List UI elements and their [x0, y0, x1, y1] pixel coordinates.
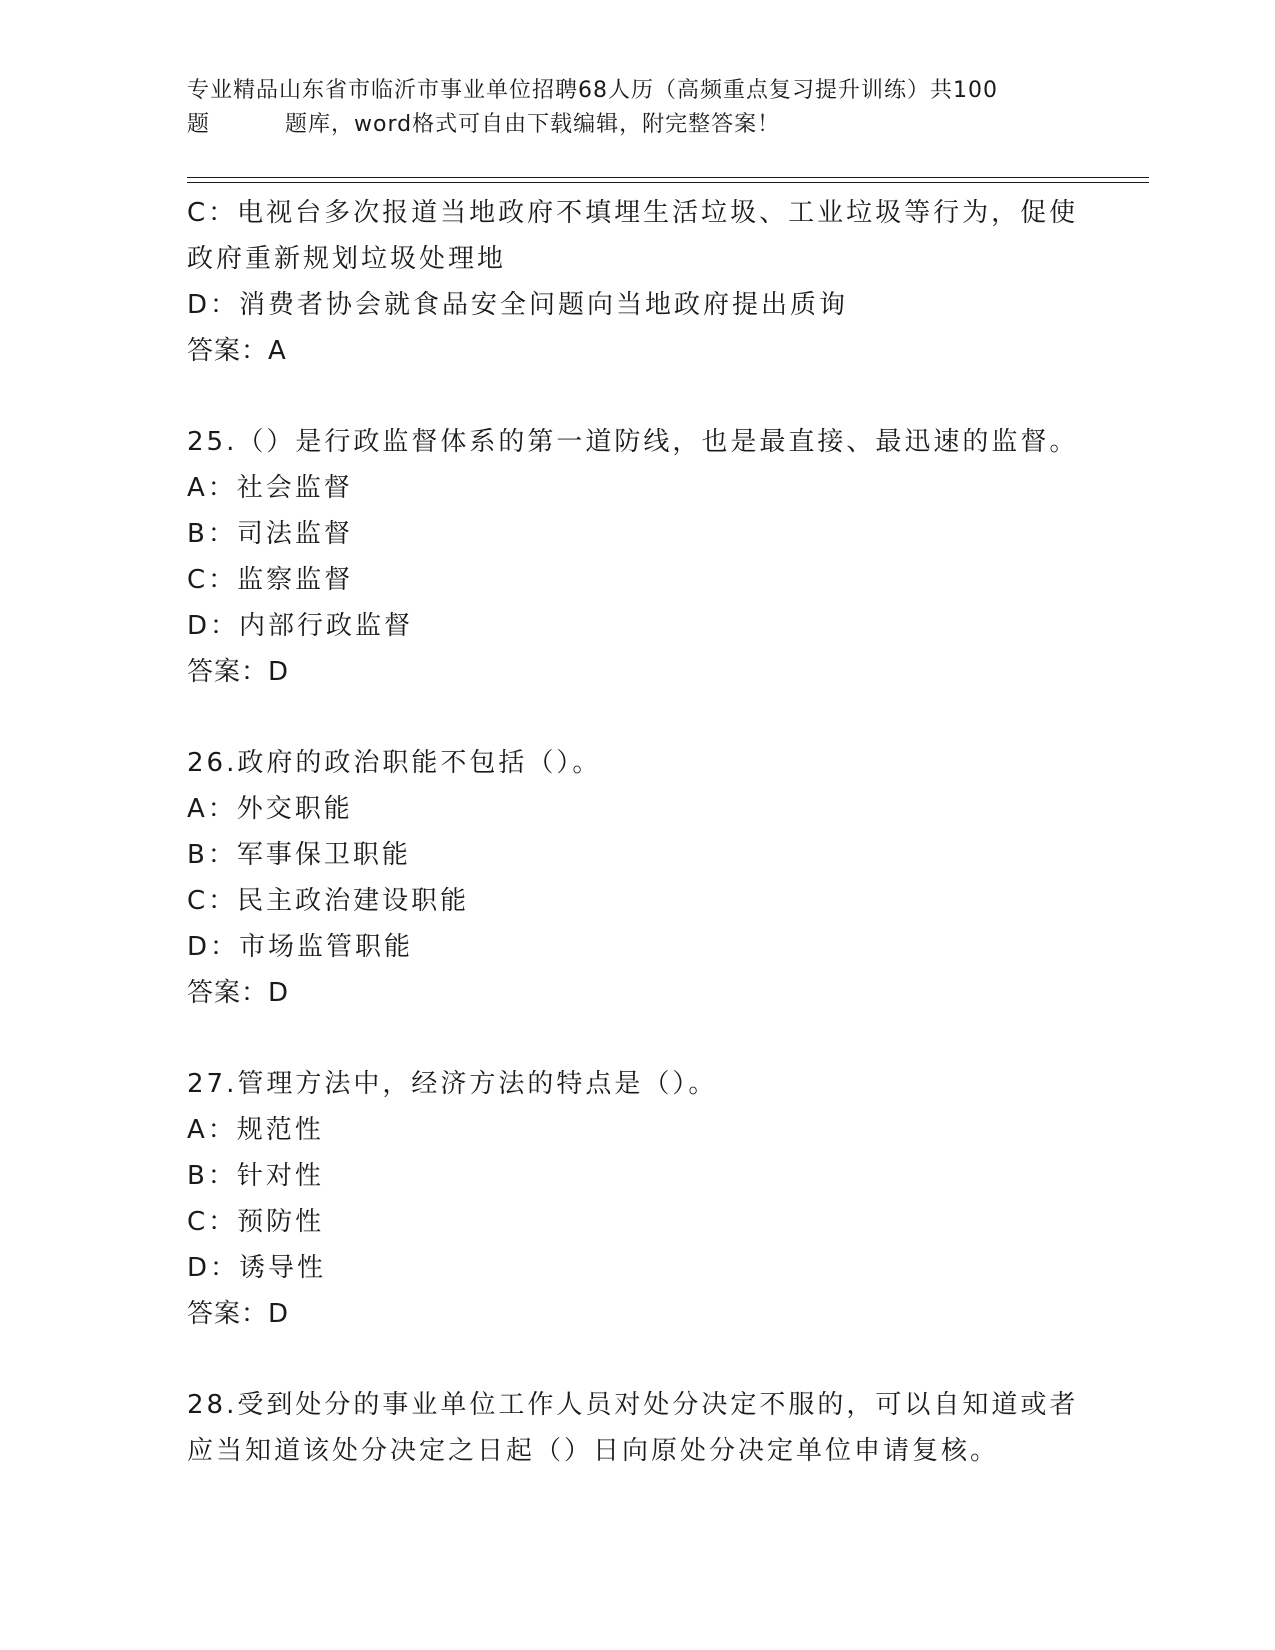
header-title-line2 — [187, 108, 1087, 142]
header-title-line2-lead: 题 — [187, 112, 211, 137]
option-a: A：外交职能 — [187, 794, 353, 824]
spacer — [187, 695, 1087, 740]
question-stem-continued: 应当知道该处分决定之日起（）日向原处分决定单位申请复核。 — [187, 1436, 1000, 1466]
option-d: D：消费者协会就食品安全问题向当地政府提出质询 — [187, 290, 849, 320]
option-a: A：社会监督 — [187, 473, 353, 503]
question-stem: 26.政府的政治职能不包括（）。 — [187, 748, 602, 778]
option-d: D：市场监管职能 — [187, 932, 414, 962]
question-block-28 — [187, 1382, 1087, 1474]
answer-line: 答案：D — [187, 657, 290, 687]
header-title-line1: 专业精品山东省市临沂市事业单位招聘68人历（高频重点复习提升训练）共100 — [187, 78, 998, 103]
question-stem: 27.管理方法中，经济方法的特点是（）。 — [187, 1069, 718, 1099]
document-header — [187, 74, 1087, 142]
option-d: D：内部行政监督 — [187, 611, 414, 641]
answer-line: 答案：D — [187, 1299, 290, 1329]
question-block-25 — [187, 419, 1087, 695]
spacer — [187, 1016, 1087, 1061]
header-divider-bottom — [187, 182, 1149, 183]
document-body — [187, 190, 1087, 1474]
spacer — [187, 374, 1087, 419]
question-stem: 25.（）是行政监督体系的第一道防线，也是最直接、最迅速的监督。 — [187, 427, 1079, 457]
answer-line: 答案：A — [187, 336, 287, 366]
option-b: B：针对性 — [187, 1161, 324, 1191]
option-c-continued: 政府重新规划垃圾处理地 — [187, 244, 507, 274]
option-b: B：军事保卫职能 — [187, 840, 411, 870]
header-divider-top — [187, 177, 1149, 178]
option-c: C：民主政治建设职能 — [187, 886, 470, 916]
question-block-24 — [187, 190, 1087, 374]
option-d: D：诱导性 — [187, 1253, 327, 1283]
question-block-26 — [187, 740, 1087, 1016]
option-b: B：司法监督 — [187, 519, 353, 549]
option-c: C：预防性 — [187, 1207, 325, 1237]
answer-line: 答案：D — [187, 978, 290, 1008]
option-a: A：规范性 — [187, 1115, 324, 1145]
option-c: C：监察监督 — [187, 565, 354, 595]
header-title-line2-rest: 题库，word格式可自由下载编辑，附完整答案！ — [285, 112, 781, 137]
spacer — [187, 1337, 1087, 1382]
option-c: C：电视台多次报道当地政府不填埋生活垃圾、工业垃圾等行为，促使 — [187, 198, 1079, 228]
question-block-27 — [187, 1061, 1087, 1337]
question-stem: 28.受到处分的事业单位工作人员对处分决定不服的，可以自知道或者 — [187, 1390, 1079, 1420]
